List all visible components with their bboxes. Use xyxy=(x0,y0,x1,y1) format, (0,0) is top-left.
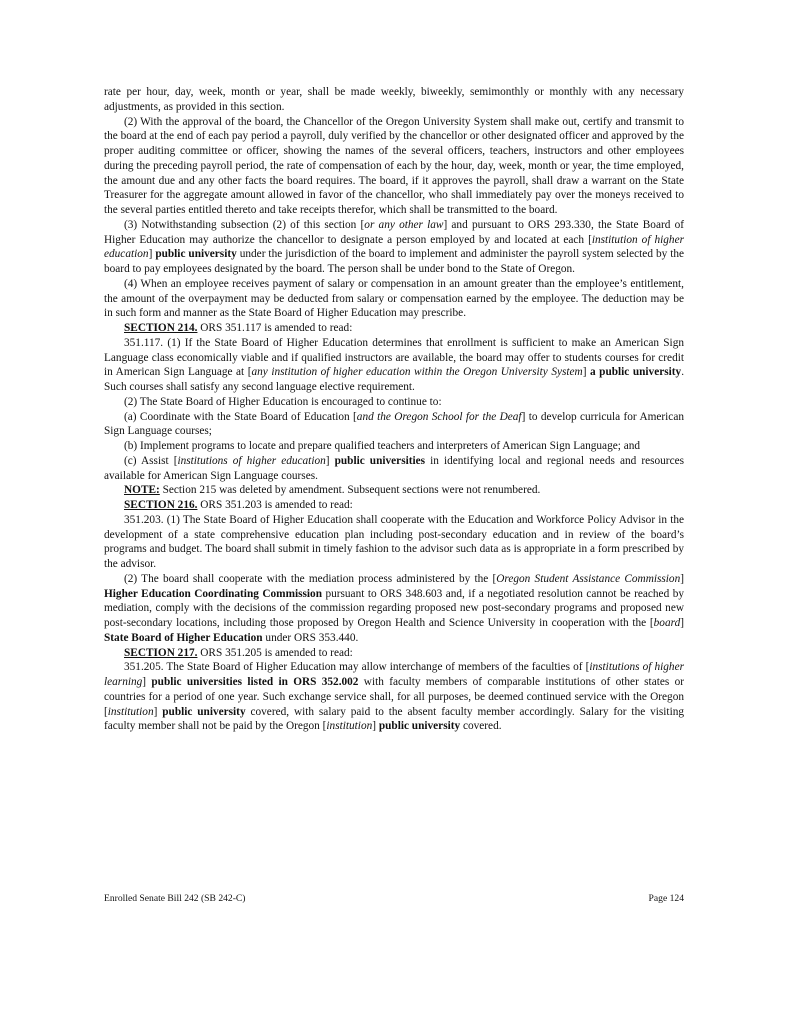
text-run: ORS 351.203 is amended to read: xyxy=(197,499,353,511)
deleted-text: and the Oregon School for the Deaf xyxy=(356,410,522,423)
text-run: under ORS 353.440. xyxy=(262,631,359,644)
paragraph xyxy=(104,572,684,646)
paragraph xyxy=(104,218,684,277)
text-run: 351.117. (1) If the State Board of Higher Education determines that enrollment is sufficient to make an American Sign Language class economically viable and if qualified instructors are available, the board may offer to students courses for credit in American Sign Language at [ xyxy=(104,336,684,379)
inserted-text: public university xyxy=(155,248,237,261)
inserted-text: public university xyxy=(162,705,246,718)
inserted-text: public universities listed in ORS 352.002 xyxy=(151,676,359,688)
paragraph xyxy=(104,336,684,395)
paragraph xyxy=(104,439,684,454)
inserted-text: public universities xyxy=(334,454,426,467)
text-run: ] xyxy=(148,248,156,261)
page-footer xyxy=(104,893,684,904)
deleted-text: any institution of higher education within the Oregon University System xyxy=(251,366,583,379)
inserted-text: Higher Education Coordinating Commission xyxy=(104,587,322,600)
text-run: ] and pursuant to ORS 293.330, the State Board of Higher Education may authorize the chancellor to designate a person employed by and located at each [ xyxy=(104,218,685,246)
paragraph xyxy=(104,115,684,218)
section-heading: SECTION 216. xyxy=(124,499,198,511)
section-heading: SECTION 217. xyxy=(124,646,198,659)
text-run: 351.205. The State Board of Higher Education may allow interchange of members of the faculties of [ xyxy=(124,661,590,674)
text-run: pursuant to ORS 348.603 and, if a negotiated resolution cannot be reached by mediation, comply with the decisions of the commission regarding proposed new post-secondary programs and proposed new post-secondary locations, including those proposed by Oregon Health and Science University in cooperation with the [ xyxy=(104,587,684,629)
footer-page-number: Page 124 xyxy=(648,893,684,904)
section-heading: NOTE: xyxy=(124,484,160,497)
deleted-text: institution xyxy=(326,720,373,733)
paragraph xyxy=(104,660,684,734)
deleted-text: institutions of higher learning xyxy=(104,661,684,688)
text-run: covered, with salary paid to the absent faculty member accordingly. Salary for the visiting faculty member shall not be paid by the Oregon [ xyxy=(104,705,685,733)
text-run: ] xyxy=(325,454,335,467)
text-run: ] xyxy=(142,676,152,688)
deleted-text: institutions of higher education xyxy=(177,454,326,467)
text-run: ] xyxy=(680,572,684,585)
text-run: under the jurisdiction of the board to implement and administer the payroll system selected by the board to pay employees designated by the board. The person shall be under bond to the State of Oregon. xyxy=(104,248,685,275)
paragraph xyxy=(104,498,684,513)
text-run: ] xyxy=(582,366,591,379)
inserted-text: State Board of Higher Education xyxy=(104,631,263,644)
text-run: . Such courses shall satisfy any second language elective requirement. xyxy=(104,366,685,393)
inserted-text: public university xyxy=(378,720,461,733)
inserted-text: a public university xyxy=(590,366,682,379)
text-run: ] to develop curricula for American Sign Language courses; xyxy=(104,410,684,438)
text-run: ] xyxy=(372,720,379,733)
paragraph xyxy=(104,513,684,572)
deleted-text: board xyxy=(653,617,681,629)
document-body xyxy=(104,85,684,734)
paragraph xyxy=(104,277,684,321)
section-heading: SECTION 214. xyxy=(124,322,198,334)
paragraph xyxy=(104,454,684,484)
text-run: (2) The State Board of Higher Education is encouraged to continue to: xyxy=(124,395,442,408)
text-run: rate per hour, day, week, month or year, shall be made weekly, biweekly, semimonthly or monthly with any necessary adjustments, as provided in this section. xyxy=(104,86,684,113)
paragraph xyxy=(104,395,684,410)
text-run: (b) Implement programs to locate and prepare qualified teachers and interpreters of American Sign Language; and xyxy=(124,440,640,452)
text-run: (3) Notwithstanding subsection (2) of this section [ xyxy=(124,218,365,231)
footer-bill-title: Enrolled Senate Bill 242 (SB 242-C) xyxy=(104,893,246,904)
text-run: ORS 351.117 is amended to read: xyxy=(197,322,353,334)
deleted-text: or any other law xyxy=(364,218,444,231)
text-run: ORS 351.205 is amended to read: xyxy=(197,646,353,659)
text-run: with faculty members of comparable institutions of other states or countries for a period of one year. Such exchange service shall, for all purposes, be deemed continued service with the Oregon [ xyxy=(104,676,684,718)
text-run: Section 215 was deleted by amendment. Subsequent sections were not renumbered. xyxy=(159,484,541,497)
text-run: (a) Coordinate with the State Board of Education [ xyxy=(124,410,357,423)
paragraph xyxy=(104,410,684,440)
deleted-text: institution xyxy=(107,705,154,718)
paragraph xyxy=(104,483,684,498)
text-run: ] xyxy=(153,705,163,718)
text-run: (c) Assist [ xyxy=(124,454,178,467)
text-run: 351.203. (1) The State Board of Higher Education shall cooperate with the Education and Workforce Policy Advisor in the development of a state comprehensive education plan including post-secondary education and in review of the board’s programs and budget. The board shall submit in timely fashion to the advisor such data as is appropriate in a form prescribed by the advisor. xyxy=(104,513,684,570)
deleted-text: Oregon Student Assistance Commission xyxy=(496,572,681,585)
text-run: ] xyxy=(680,617,684,629)
text-run: in identifying local and regional needs and resources available for American Sign Language courses. xyxy=(104,454,684,482)
paragraph xyxy=(104,85,684,115)
text-run: (4) When an employee receives payment of salary or compensation in an amount greater than the employee’s entitlement, the amount of the overpayment may be deducted from salary or compensation earned by the employee. The deduction may be in such form and manner as the State Board of Higher Education may prescribe. xyxy=(104,277,684,320)
text-run: (2) The board shall cooperate with the mediation process administered by the [ xyxy=(124,572,497,585)
text-run: (2) With the approval of the board, the Chancellor of the Oregon University System shall make out, certify and transmit to the board at the end of each pay period a payroll, duly verified by the chancellor or other designated officer and approved by the proper auditing committee or officer, showing the names of the several officers, teachers, instructors and other employees during the preceding payroll period, the rate of compensation of each by the hour, day, week, month or year, the time employed, the amount due and any other facts the board requires. The board, if it approves the payroll, shall draw a warrant on the State Treasurer for the aggregate amount allowed in favor of the chancellor, who shall immediately pay over the moneys received to the several parties entitled thereto and take receipts therefor, which shall be transmitted to the board. xyxy=(104,115,684,216)
paragraph xyxy=(104,646,684,661)
text-run: covered. xyxy=(460,720,502,733)
paragraph xyxy=(104,321,684,336)
deleted-text: institution of higher education xyxy=(104,233,684,261)
